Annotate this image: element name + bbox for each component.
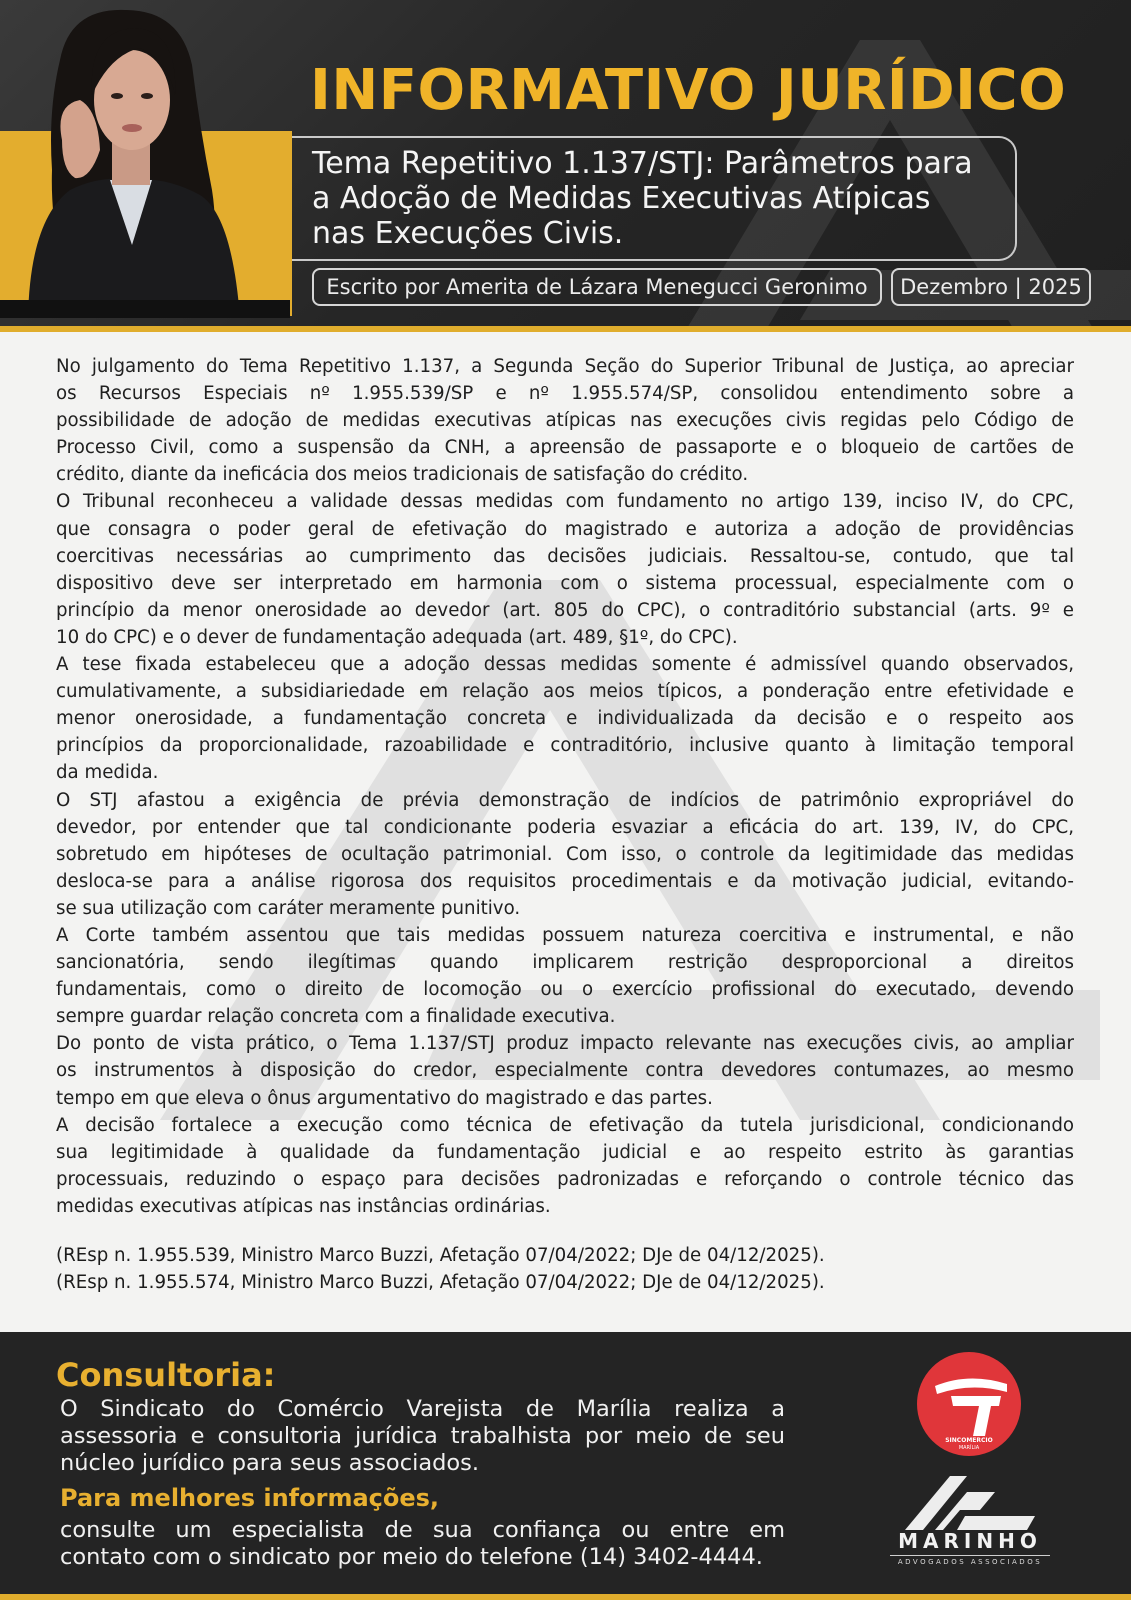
- article-line: Do ponto de vista prático, o Tema 1.137/STJ produz impacto relevante nas execuções civis, ao ampliar: [56, 1033, 1074, 1055]
- sincomercio-logo-icon: [915, 1350, 1023, 1458]
- article-line: medidas executivas atípicas nas instâncias ordinárias.: [56, 1195, 551, 1217]
- subtitle-line: Tema Repetitivo 1.137/STJ: Parâmetros para: [312, 146, 973, 181]
- svg-text:MARÍLIA: MARÍLIA: [958, 1445, 980, 1451]
- subtitle-line: nas Execuções Civis.: [312, 216, 624, 251]
- subtitle-line: a Adoção de Medidas Executivas Atípicas: [312, 181, 931, 216]
- article-line: os instrumentos à disposição do credor, especialmente contra devedores contumazes, ao mesmo: [56, 1060, 1074, 1082]
- article-line: coercitivas necessárias ao cumprimento das decisões judiciais. Ressaltou-se, contudo, que tal: [56, 545, 1074, 567]
- article-body: [56, 353, 1074, 1220]
- article-line: que consagra o poder geral de efetivação do magistrado e autoriza a adoção de providências: [56, 518, 1074, 540]
- contact-line: contato com o sindicato por meio do telefone (14) 3402-4444.: [60, 1544, 763, 1570]
- article-line: Processo Civil, como a suspensão da CNH, a apreensão de passaporte e o bloqueio de cartões de: [56, 437, 1074, 459]
- article-line: os Recursos Especiais nº 1.955.539/SP e nº 1.955.574/SP, consolidou entendimento sobre a: [56, 383, 1074, 405]
- article-line: cumulativamente, a subsidiariedade em relação aos meios típicos, a ponderação entre efetividade e: [56, 681, 1074, 703]
- article-line: sua legitimidade à qualidade da fundamentação judicial e ao respeito estrito às garantias: [56, 1141, 1074, 1163]
- article-line: sempre guardar relação concreta com a finalidade executiva.: [56, 1006, 616, 1028]
- article-line: A decisão fortalece a execução como técnica de efetivação da tutela jurisdicional, condicionando: [56, 1114, 1074, 1136]
- article-line: fundamentais, como o direito de locomoção ou o exercício profissional do executado, devendo: [56, 979, 1074, 1001]
- article-line: A tese fixada estabeleceu que a adoção dessas medidas somente é admissível quando observados,: [56, 654, 1074, 676]
- article-line: se sua utilização com caráter meramente punitivo.: [56, 897, 521, 919]
- article-line: O Tribunal reconheceu a validade dessas medidas com fundamento no artigo 139, inciso IV, do CPC,: [56, 491, 1074, 513]
- article-line: A Corte também assentou que tais medidas possuem natureza coercitiva e instrumental, e não: [56, 924, 1074, 946]
- svg-text:SINCOMERCIO: SINCOMERCIO: [945, 1437, 993, 1444]
- consultoria-heading: Consultoria:: [56, 1356, 276, 1394]
- marinho-subtitle: ADVOGADOS ASSOCIADOS: [890, 1555, 1050, 1566]
- article-line: sobretudo em hipóteses de ocultação patrimonial. Com isso, o controle da legitimidade das medidas: [56, 843, 1074, 865]
- consult-line: núcleo jurídico para seus associados.: [60, 1450, 480, 1476]
- article-line: No julgamento do Tema Repetitivo 1.137, a Segunda Seção do Superior Tribunal de Justiça, ao apreciar: [56, 356, 1074, 377]
- article-line: menor onerosidade, a fundamentação concreta e individualizada da decisão e o respeito aos: [56, 708, 1074, 730]
- author-badge: Escrito por Amerita de Lázara Menegucci Geronimo: [312, 268, 882, 306]
- article-line: O STJ afastou a exigência de prévia demonstração de indícios de patrimônio expropriável do: [56, 789, 1074, 811]
- contact-text: [60, 1517, 785, 1571]
- woman-portrait-icon: [0, 0, 300, 318]
- header-gold-strip: [0, 326, 1131, 332]
- reference-line: (REsp n. 1.955.539, Ministro Marco Buzzi, Afetação 07/04/2022; DJe de 04/12/2025).: [56, 1245, 825, 1266]
- article-line: processuais, reduzindo o espaço para decisões padronizadas e reforçando o controle técnico das: [56, 1168, 1074, 1190]
- contact-line: consulte um especialista de sua confiança ou entre em: [60, 1517, 785, 1543]
- footer-gold-strip: [0, 1594, 1131, 1600]
- more-info-heading: Para melhores informações,: [60, 1484, 440, 1512]
- article-line: 10 do CPC) e o dever de fundamentação adequada (art. 489, §1º, do CPC).: [56, 626, 738, 648]
- date-badge: Dezembro | 2025: [891, 268, 1091, 306]
- article-line: princípios da proporcionalidade, razoabilidade e contraditório, inclusive quanto à limitação temporal: [56, 735, 1074, 757]
- consult-line: assessoria e consultoria jurídica trabalhista por meio de seu: [60, 1423, 785, 1449]
- article-line: crédito, diante da ineficácia dos meios tradicionais de satisfação do crédito.: [56, 464, 749, 486]
- page-title: INFORMATIVO JURÍDICO: [310, 58, 1067, 123]
- article-line: desloca-se para a análise rigorosa dos requisitos procedimentais e da motivação judicial, evitando-: [56, 870, 1074, 892]
- article-line: sancionatória, sendo ilegítimas quando implicarem restrição desproporcional a direitos: [56, 952, 1074, 974]
- reference-line: (REsp n. 1.955.574, Ministro Marco Buzzi, Afetação 07/04/2022; DJe de 04/12/2025).: [56, 1272, 825, 1293]
- article-line: tempo em que eleva o ônus argumentativo do magistrado e das partes.: [56, 1087, 713, 1109]
- references: [56, 1242, 1074, 1296]
- article-line: da medida.: [56, 762, 159, 784]
- article-line: princípio da menor onerosidade ao devedor (art. 805 do CPC), o contraditório substancial (arts. 9º e: [56, 599, 1074, 621]
- marinho-name: MARINHO: [898, 1529, 1042, 1553]
- article-line: dispositivo deve ser interpretado em harmonia com o sistema processual, especialmente com o: [56, 572, 1074, 594]
- consult-line: O Sindicato do Comércio Varejista de Marília realiza a: [60, 1396, 785, 1422]
- article-line: devedor, por entender que tal condicionante poderia esvaziar a eficácia do art. 139, IV, do CPC,: [56, 816, 1074, 838]
- consult-text: [60, 1396, 785, 1477]
- article-line: possibilidade de adoção de medidas executivas atípicas nas execuções civis regidas pelo Código de: [56, 410, 1074, 432]
